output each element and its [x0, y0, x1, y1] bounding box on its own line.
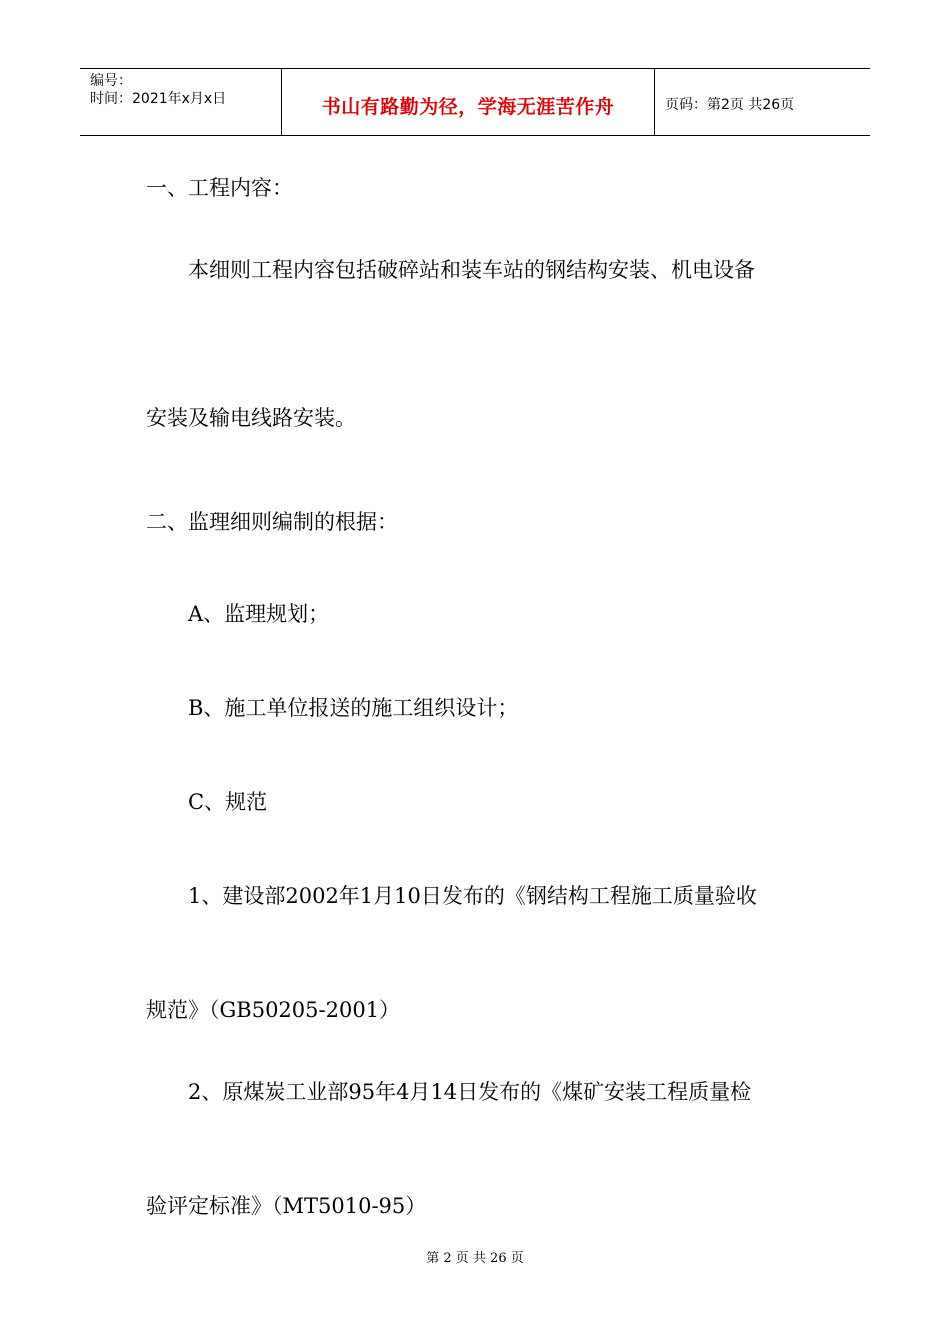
- basis-item-c: C、规范: [188, 790, 268, 814]
- basis-item-b: B、施工单位报送的施工组织设计；: [188, 696, 519, 720]
- page-footer: 第 2 页 共 26 页: [426, 1251, 524, 1266]
- header-page-info: 页码：第2页 共26页: [665, 97, 795, 113]
- section-1-title: 一、工程内容：: [146, 176, 293, 200]
- standard-2-line-1: 2、原煤炭工业部95年4月14日发布的《煤矿安装工程质量检: [188, 1080, 752, 1104]
- standard-2-line-2: 验评定标准》（MT5010-95）: [146, 1194, 427, 1218]
- section-2-title: 二、监理细则编制的根据：: [146, 510, 398, 534]
- header-motto-cell: [282, 69, 655, 135]
- standard-1-line-2: 规范》（GB50205-2001）: [146, 998, 401, 1022]
- standard-1-line-1: 1、建设部2002年1月10日发布的《钢结构工程施工质量验收: [188, 884, 757, 908]
- document-date-label: 时间：2021年x月x日: [90, 91, 227, 107]
- header-page-cell: [655, 69, 870, 135]
- document-header: [80, 68, 870, 136]
- section-1-text-line-2: 安装及输电线路安装。: [146, 406, 356, 430]
- header-motto: 书山有路勤为径，学海无涯苦作舟: [321, 95, 615, 118]
- basis-item-a: A、监理规划；: [188, 602, 330, 626]
- section-1-text-line-1: 本细则工程内容包括破碎站和装车站的钢结构安装、机电设备: [188, 258, 755, 282]
- header-meta-cell: [80, 69, 282, 135]
- document-number-label: 编号：: [90, 73, 132, 89]
